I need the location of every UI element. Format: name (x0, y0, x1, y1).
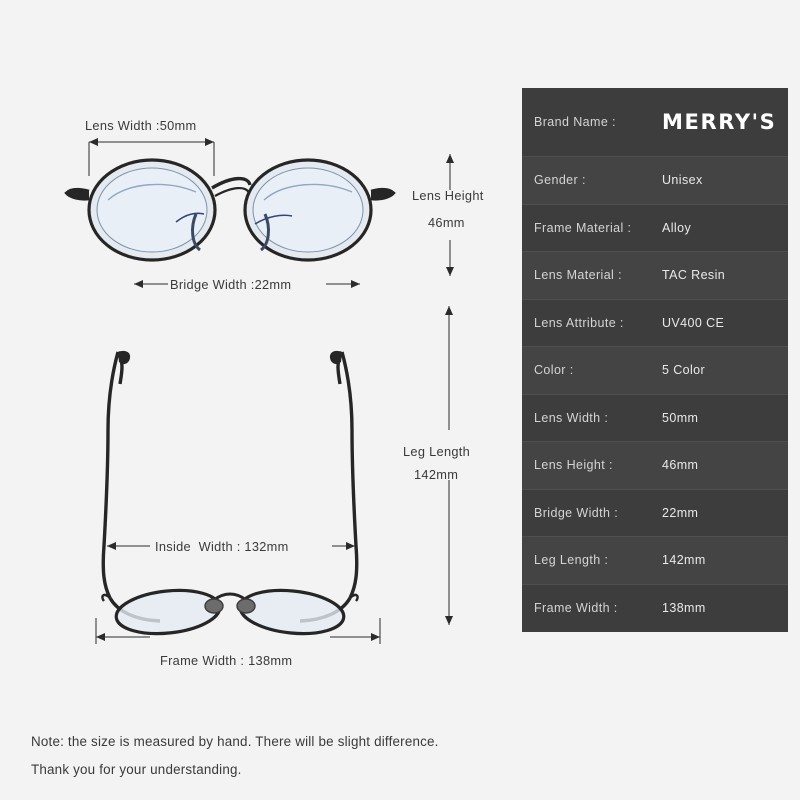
spec-key: Lens Attribute : (534, 315, 624, 330)
spec-key: Brand Name : (534, 115, 616, 129)
frame-width-dimension (96, 618, 380, 644)
label-leg-length-line1: Leg Length (403, 444, 471, 459)
table-row (522, 252, 788, 300)
table-row (522, 395, 788, 443)
spec-value: 22mm (662, 505, 699, 520)
table-row (522, 490, 788, 538)
table-row (522, 157, 788, 205)
leg-length-dimension (445, 306, 453, 625)
label-lens-height-line2: 46mm (428, 215, 465, 230)
spec-key: Lens Height : (534, 458, 613, 473)
spec-value: 5 Color (662, 363, 706, 378)
label-frame-width: Frame Width : 138mm (160, 653, 293, 668)
lens-width-dimension (89, 138, 214, 176)
spec-value: Alloy (662, 220, 692, 235)
spec-key: Color : (534, 363, 574, 378)
spec-key: Frame Width : (534, 601, 618, 616)
specification-table (522, 88, 788, 632)
table-row (522, 88, 788, 157)
spec-value: 50mm (662, 410, 699, 425)
label-inside-width: Inside Width : 132mm (155, 539, 289, 554)
table-row (522, 205, 788, 253)
table-row (522, 300, 788, 348)
spec-key: Frame Material : (534, 220, 632, 235)
label-lens-width: Lens Width :50mm (85, 118, 197, 133)
spec-key: Leg Length : (534, 553, 609, 568)
brand-name-value: MERRY'S (662, 110, 777, 134)
label-lens-height-line1: Lens Height (412, 188, 484, 203)
spec-key: Gender : (534, 173, 586, 188)
spec-value: UV400 CE (662, 315, 725, 330)
spec-value: 138mm (662, 601, 706, 616)
spec-value: 142mm (662, 553, 706, 568)
table-row (522, 347, 788, 395)
label-leg-length-line2: 142mm (414, 467, 459, 482)
table-row (522, 585, 788, 633)
spec-value: 46mm (662, 458, 699, 473)
note-line-2: Thank you for your understanding. (31, 762, 242, 777)
spec-key: Lens Width : (534, 410, 609, 425)
table-row (522, 442, 788, 490)
label-bridge-width: Bridge Width :22mm (170, 277, 292, 292)
spec-key: Bridge Width : (534, 505, 619, 520)
glasses-front-view (66, 160, 394, 260)
spec-value: Unisex (662, 173, 703, 188)
note-line-1: Note: the size is measured by hand. There will be slight difference. (31, 734, 439, 749)
glasses-top-view (102, 351, 357, 638)
spec-key: Lens Material : (534, 268, 622, 283)
spec-value: TAC Resin (662, 268, 726, 283)
table-row (522, 537, 788, 585)
